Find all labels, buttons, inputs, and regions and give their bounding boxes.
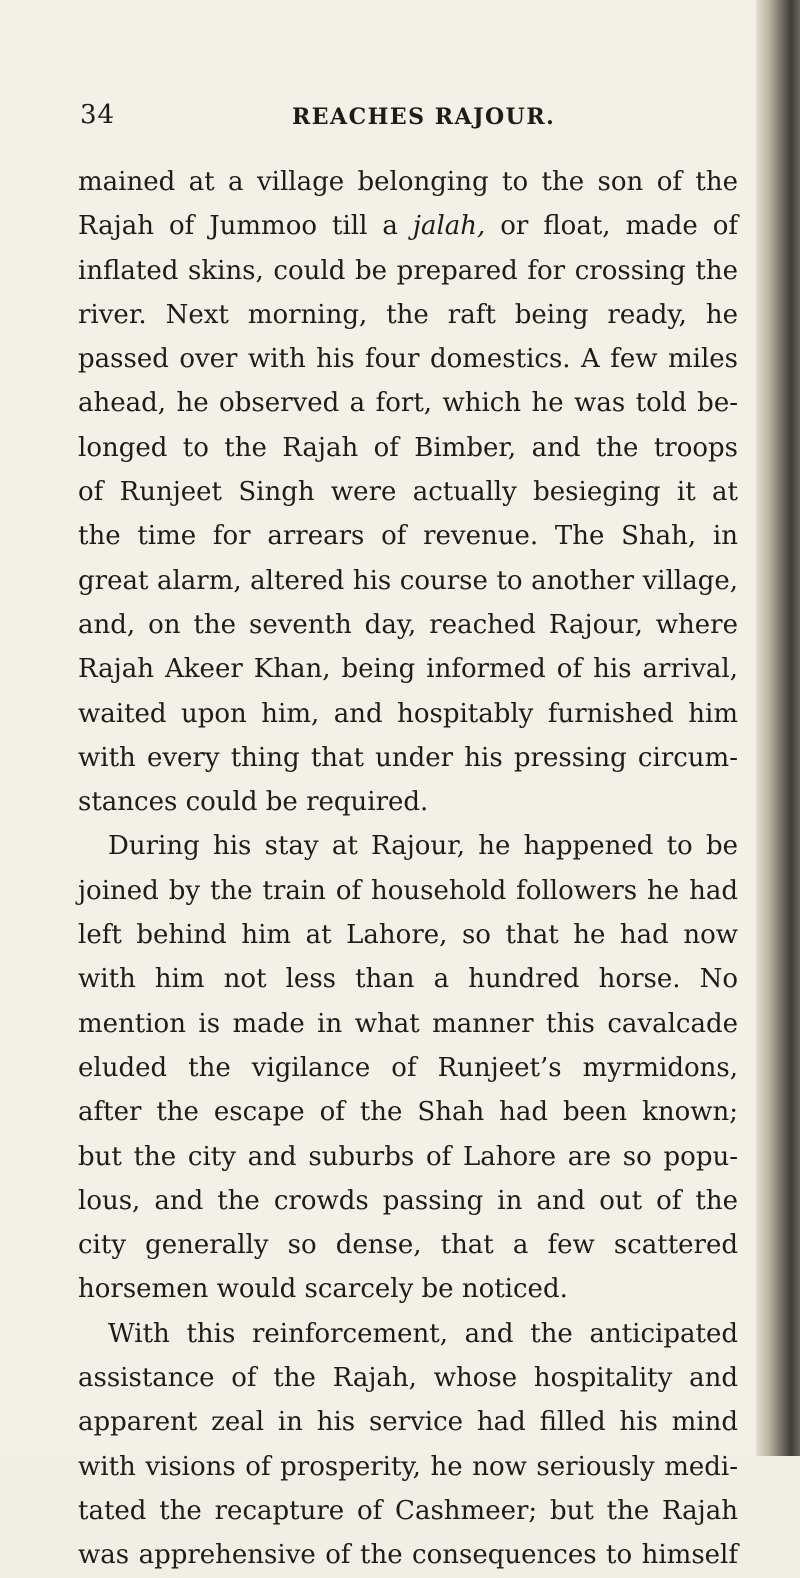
text-line: but the city and suburbs of Lahore are so popu- (78, 1141, 738, 1172)
text-line: of Runjeet Singh were actually besieging it at (78, 477, 738, 508)
page-edge-shadow (756, 0, 800, 1456)
text-line: lous, and the crowds passing in and out of the (78, 1185, 738, 1216)
text-line: With this reinforcement, and the anticipated (108, 1318, 738, 1349)
text-line: ahead, he observed a fort, which he was told be- (78, 388, 738, 419)
text-line: Rajah Akeer Khan, being informed of his arrival, (78, 654, 738, 685)
running-head (80, 100, 725, 140)
text-line: waited upon him, and hospitably furnished him (78, 698, 738, 729)
page-number: 34 (80, 100, 116, 130)
text-line: tated the recapture of Cashmeer; but the Rajah (78, 1495, 738, 1526)
text-line: mained at a village belonging to the son of the (78, 167, 738, 197)
text-line: and, on the seventh day, reached Rajour, where (78, 609, 738, 640)
text-line (78, 204, 738, 248)
text-segment: Rajah of Jummoo till a (78, 211, 413, 242)
text-segment: or float, made of (485, 211, 738, 242)
text-line: eluded the vigilance of Runjeet’s myrmidons, (78, 1052, 738, 1083)
text-line: inflated skins, could be prepared for crossing the (78, 255, 738, 286)
text-line: left behind him at Lahore, so that he had now (78, 920, 738, 951)
text-line: was apprehensive of the consequences to himself (78, 1540, 738, 1571)
text-line: joined by the train of household followers he had (78, 875, 738, 906)
text-line: river. Next morning, the raft being ready, he (78, 299, 738, 330)
text-line: During his stay at Rajour, he happened to be (108, 831, 738, 862)
text-line: the time for arrears of revenue. The Shah, in (78, 521, 738, 552)
text-line: longed to the Rajah of Bimber, and the troops (78, 432, 738, 463)
text-line: after the escape of the Shah had been known; (78, 1097, 738, 1128)
text-line: with him not less than a hundred horse. No (78, 964, 738, 995)
text-line: city generally so dense, that a few scattered (78, 1230, 738, 1261)
text-line: mention is made in what manner this cavalcade (78, 1008, 738, 1039)
text-line: passed over with his four domestics. A few miles (78, 344, 738, 375)
text-line: great alarm, altered his course to another village, (78, 565, 738, 596)
text-line: with every thing that under his pressing circum- (78, 742, 738, 773)
text-line: assistance of the Rajah, whose hospitality and (78, 1363, 738, 1394)
italic-term: jalah, (412, 211, 486, 242)
text-line: with visions of prosperity, he now seriously medi- (78, 1451, 738, 1482)
body-text (78, 160, 738, 1578)
text-line: stances could be required. (78, 787, 429, 818)
text-line: horsemen would scarcely be noticed. (78, 1274, 568, 1305)
header-title: REACHES RAJOUR. (292, 104, 556, 130)
text-line: apparent zeal in his service had filled his mind (78, 1407, 738, 1438)
